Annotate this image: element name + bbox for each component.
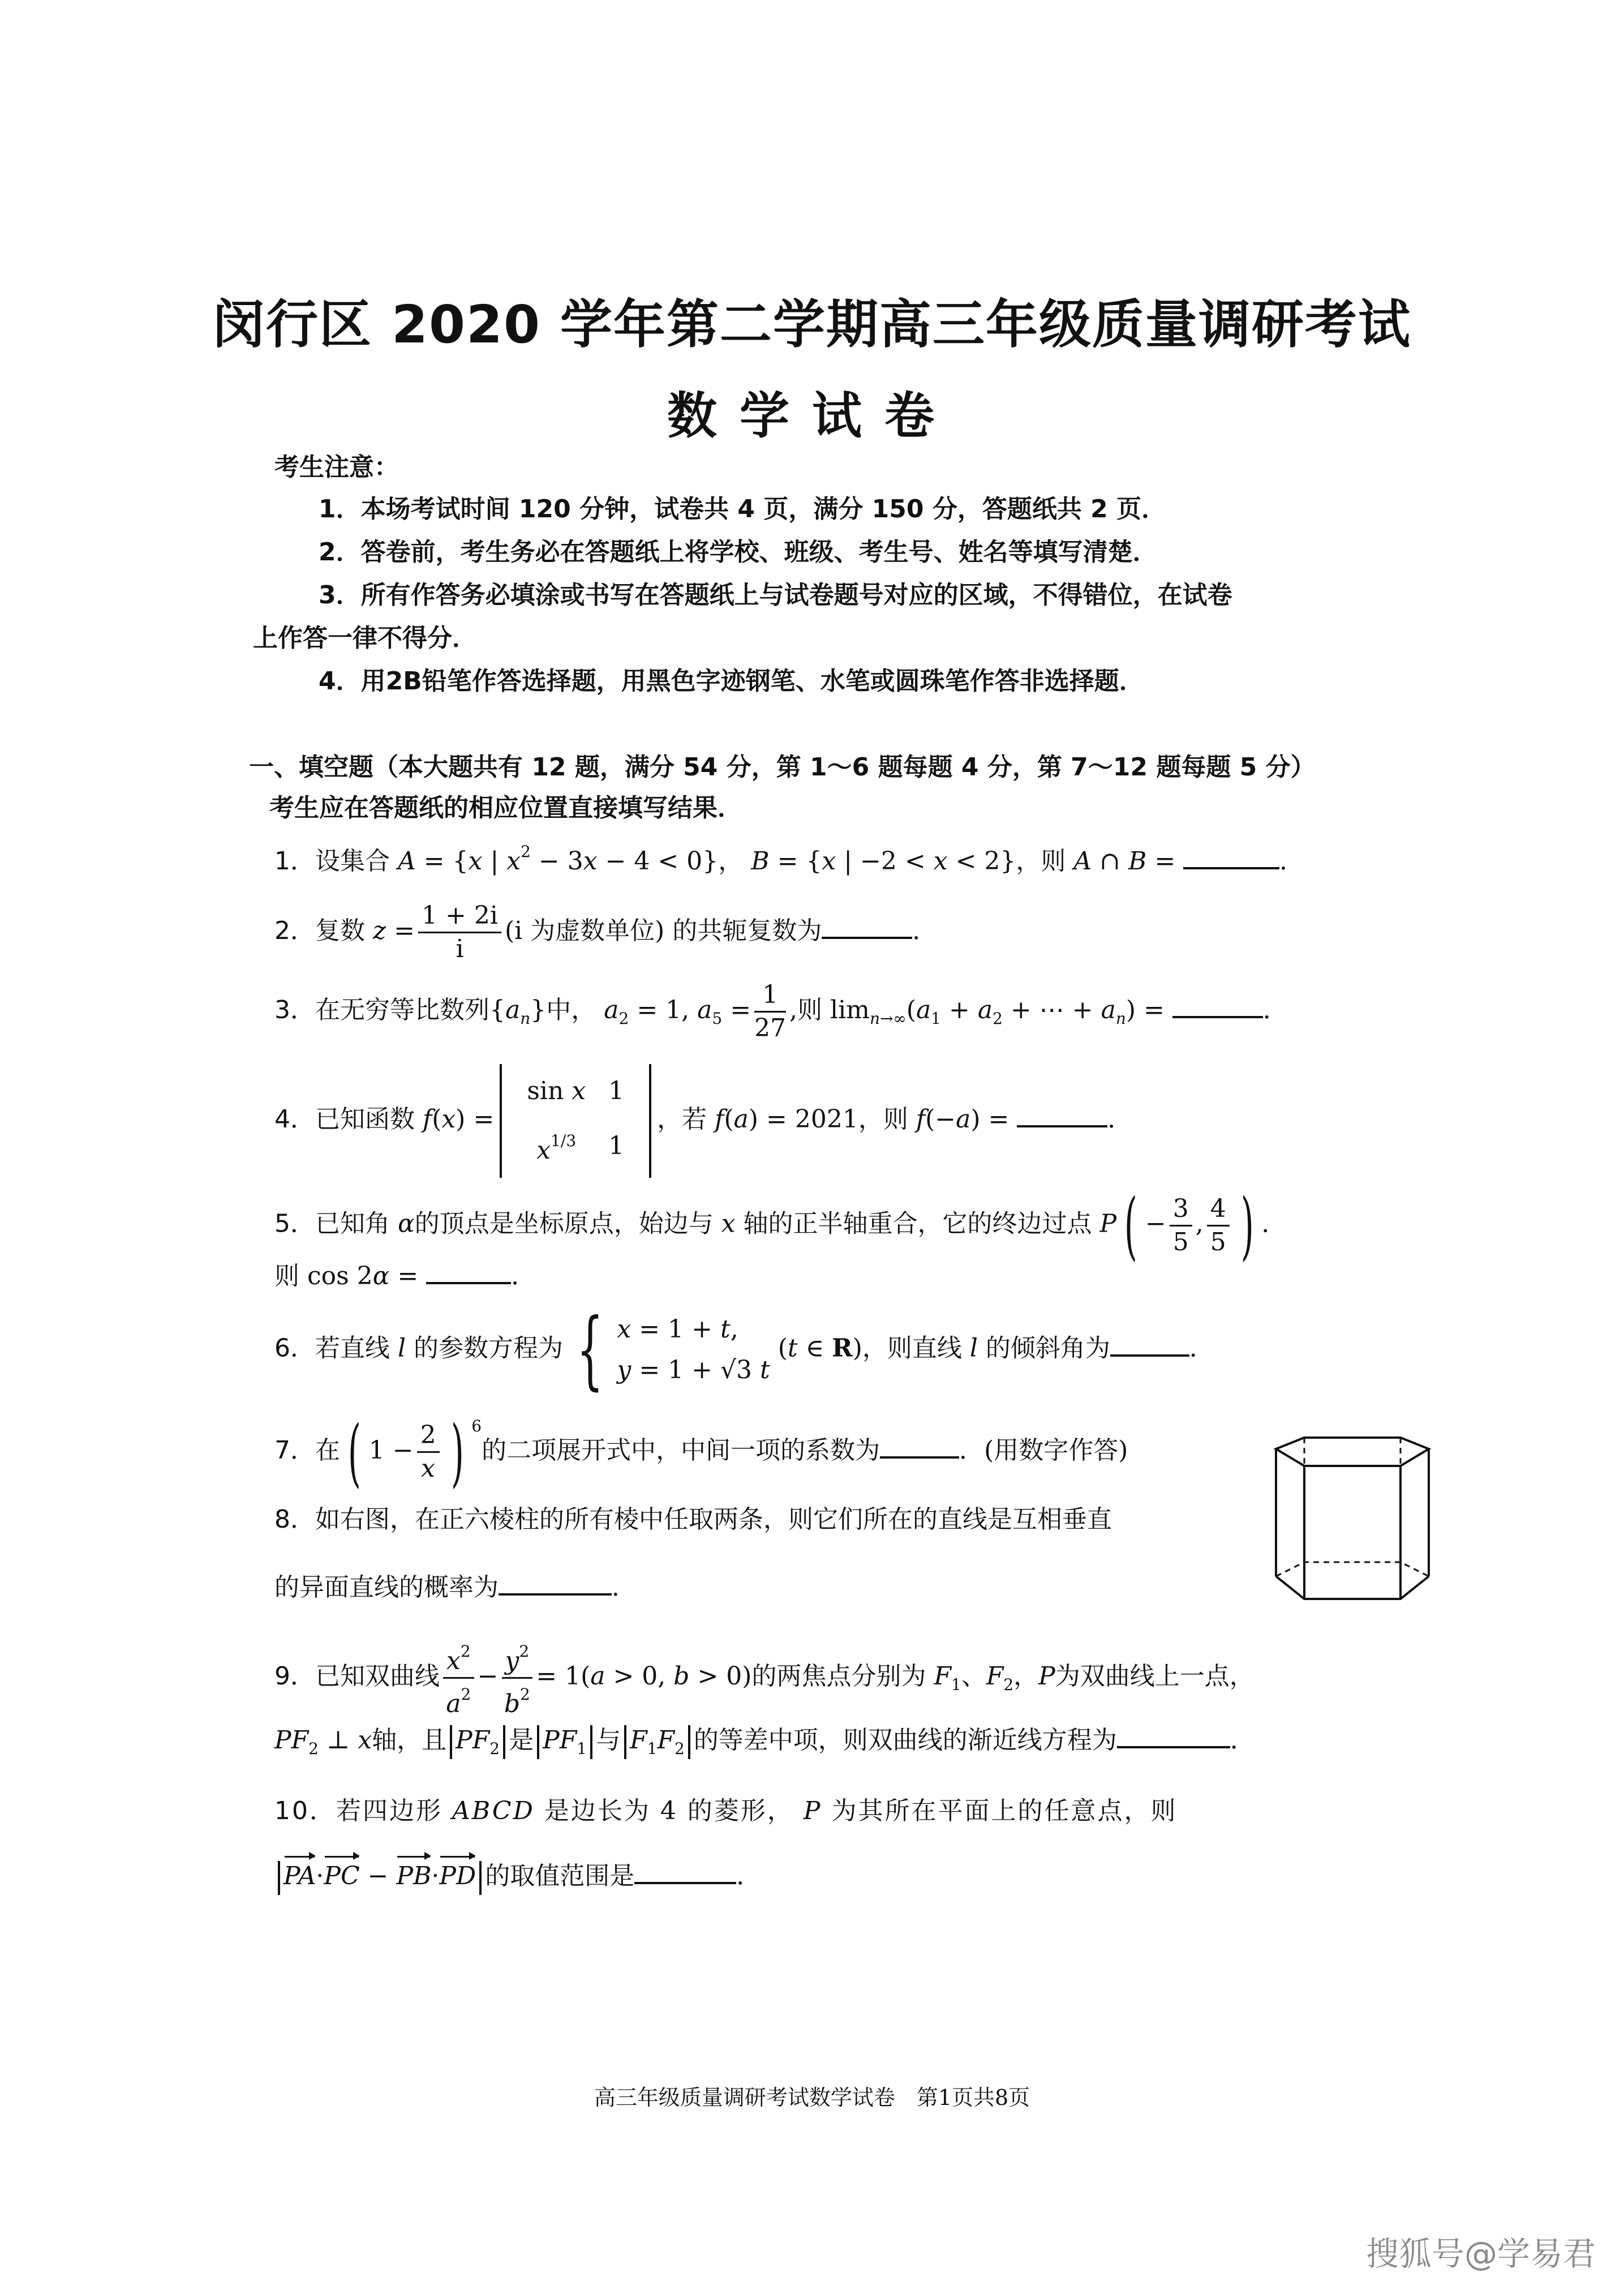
question-text: 的两焦点分别为 bbox=[751, 1662, 926, 1691]
question-text: 如右图，在正六棱柱的所有棱中任取两条，则它们所在的直线是互相垂直 bbox=[315, 1505, 1112, 1534]
question-8 bbox=[274, 1503, 1253, 1537]
question-number: 6． bbox=[274, 1333, 315, 1363]
math-fraction: $\frac{4}{5}$ bbox=[1207, 1193, 1230, 1258]
question-text: 轴的正半轴重合，它的终边过点 bbox=[743, 1209, 1092, 1238]
answer-blank[interactable] bbox=[1017, 1103, 1107, 1127]
notice-item: 3．所有作答务必填涂或书写在答题纸上与试卷题号对应的区域，不得错位，在试卷 bbox=[319, 581, 1232, 610]
math-fraction: $\frac{1 + 2i}{i}$ bbox=[418, 900, 501, 965]
question-text: ． bbox=[1230, 1726, 1255, 1755]
question-text: (i 为虚数单位) 的共轭复数为 bbox=[504, 916, 822, 945]
question-number: 1． bbox=[274, 847, 315, 876]
exam-subtitle: 数学试卷 bbox=[667, 387, 957, 445]
answer-blank[interactable] bbox=[499, 1571, 612, 1596]
question-text: 的顶点是坐标原点，始边与 bbox=[414, 1209, 714, 1238]
prism-bottom-edges bbox=[1276, 1576, 1429, 1599]
question-2: 2．复数 z = $\frac{1 + 2i}{i}$ (i 为虚数单位) 的共轭复数为 ． bbox=[274, 900, 1406, 965]
prism-hidden-bottom bbox=[1276, 1562, 1429, 1576]
question-text: 若四边形 bbox=[336, 1796, 442, 1825]
math-fraction: $\frac{x^2}{a^2}$ bbox=[443, 1636, 474, 1720]
question-text: 是边长为 4 的菱形， bbox=[544, 1796, 794, 1825]
watermark: 搜狐号@学易君 bbox=[1365, 2235, 1596, 2273]
notice-item: 2．答卷前，考生务必在答题纸上将学校、班级、考生号、姓名等填写清楚． bbox=[319, 538, 1158, 567]
question-text: ，则 bbox=[858, 1105, 908, 1134]
answer-blank[interactable] bbox=[1110, 1332, 1189, 1357]
notice-block bbox=[253, 447, 1384, 703]
answer-blank[interactable] bbox=[426, 1259, 511, 1284]
notice-heading: 考生注意： bbox=[274, 453, 399, 482]
notice-item: 1．本场考试时间 120 分钟，试卷共 4 页，满分 150 分，答题纸共 2 页． bbox=[319, 495, 1167, 524]
math-fraction: $\frac{y^2}{b^2}$ bbox=[502, 1636, 533, 1720]
question-9-line-2: $PF_2$ ⊥ x轴，且 $PF_2$ 是 $PF_1$ 与 $F_1F_2$ 的等差中项，则双曲线的渐近线方程为 ． bbox=[274, 1723, 1406, 1766]
question-text: 的等差中项，则双曲线的渐近线方程为 bbox=[693, 1726, 1117, 1755]
question-text: 的二项展开式中，中间一项的系数为 bbox=[482, 1436, 880, 1465]
question-text: ． bbox=[1107, 1105, 1133, 1134]
question-text: 设集合 bbox=[315, 847, 390, 876]
question-text: 已知角 bbox=[315, 1209, 390, 1238]
answer-blank[interactable] bbox=[822, 914, 912, 939]
question-text: 的参数方程为 bbox=[414, 1333, 564, 1363]
question-text: 与 bbox=[596, 1726, 621, 1755]
question-text: 复数 bbox=[315, 916, 365, 945]
question-text: ， bbox=[1013, 1662, 1039, 1691]
question-text: ． bbox=[912, 916, 938, 945]
question-text: 已知函数 bbox=[315, 1105, 415, 1134]
question-text: ，则直线 bbox=[862, 1333, 962, 1363]
question-number: 7． bbox=[274, 1436, 315, 1465]
answer-blank[interactable] bbox=[880, 1434, 959, 1459]
question-number: 10． bbox=[274, 1796, 336, 1825]
question-text: 轴，且 bbox=[372, 1726, 447, 1755]
question-text: 是 bbox=[509, 1726, 534, 1755]
question-7: 7．在 ( 1 − $\frac{2}{x}$ ) $^6$的二项展开式中，中间一项的系数为 ．(用数字作答) bbox=[274, 1409, 1128, 1495]
question-10-line-2: PA·PC − PB·PD 的取值范围是 ． bbox=[274, 1859, 1406, 1895]
question-text: ． bbox=[612, 1573, 637, 1602]
page-footer: 高三年级质量调研考试数学试卷 第1页共8页 bbox=[594, 2085, 1030, 2110]
question-text: ． bbox=[1262, 996, 1288, 1024]
math-fraction: $\frac{3}{5}$ bbox=[1170, 1193, 1192, 1258]
question-text: 在无穷等比数列 bbox=[315, 996, 489, 1024]
notice-item: 4．用2B铅笔作答选择题，用黑色字迹钢笔、水笔或圆珠笔作答非选择题． bbox=[319, 667, 1144, 696]
section-instruction: 考生应在答题纸的相应位置直接填写结果． bbox=[269, 794, 742, 822]
question-text: ，若 bbox=[657, 1105, 707, 1134]
question-number: 8． bbox=[274, 1505, 315, 1534]
question-10: 10．若四边形 ABCD 是边长为 4 的菱形， P 为其所在平面上的任意点，则 bbox=[274, 1796, 1178, 1825]
question-text: ． bbox=[1189, 1333, 1214, 1363]
answer-blank[interactable] bbox=[1172, 993, 1263, 1018]
question-6: 6．若直线 l 的参数方程为 { x = 1 + t, y = 1 + √3 t (t ∈ R)，则直线 l 的倾斜角为 ． bbox=[274, 1301, 1214, 1399]
notice-item-continued: 上作答一律不得分． bbox=[253, 624, 477, 653]
math-expr: A bbox=[398, 847, 416, 876]
question-text: ． bbox=[511, 1262, 536, 1290]
question-number: 5． bbox=[274, 1209, 315, 1238]
question-text: 在 bbox=[315, 1436, 340, 1465]
question-8-line-2 bbox=[274, 1571, 1253, 1605]
question-9: 9．已知双曲线 $\frac{x^2}{a^2}$ − $\frac{y^2}{b^2}$ = 1(a > 0, b > 0)的两焦点分别为 $F_1$、$F_2$，P为双曲线上一点， bbox=[274, 1636, 1406, 1720]
question-5-line-2: 则 cos 2α = ． bbox=[274, 1259, 1406, 1293]
determinant: sin x 1 $x^{1/3}$ 1 bbox=[500, 1064, 651, 1178]
question-text: 的倾斜角为 bbox=[985, 1333, 1110, 1363]
answer-blank[interactable] bbox=[1183, 844, 1279, 869]
question-1: 1．设集合 A = {x | $x^2 - 3x - 4 < 0$}， B = {x | −2 < x < 2}，则 A ∩ B = ． bbox=[274, 842, 1305, 876]
question-5: 5．已知角 α的顶点是坐标原点，始边与 x 轴的正半轴重合，它的终边过点 P ( − $\frac{3}{5}$ , $\frac{4}{5}$ ) ． bbox=[274, 1182, 1287, 1268]
question-text: ，则 bbox=[1016, 847, 1066, 876]
question-text: 的取值范围是 bbox=[485, 1862, 635, 1890]
question-text: 则 bbox=[274, 1262, 299, 1290]
parametric-system: x = 1 + t, y = 1 + √3 t bbox=[617, 1315, 770, 1384]
section-fill-in bbox=[249, 747, 1381, 829]
question-text: 若直线 bbox=[315, 1333, 390, 1363]
answer-blank[interactable] bbox=[1117, 1723, 1230, 1748]
math-fraction: $\frac{2}{x}$ bbox=[417, 1420, 440, 1485]
question-text: ． bbox=[1261, 1209, 1287, 1238]
question-text: ． bbox=[1279, 847, 1305, 876]
question-text: 已知双曲线 bbox=[315, 1662, 440, 1691]
question-text: 的异面直线的概率为 bbox=[274, 1573, 499, 1602]
question-number: 4． bbox=[274, 1105, 315, 1134]
question-text: 中， bbox=[546, 996, 596, 1024]
question-number: 2． bbox=[274, 916, 315, 945]
hexagonal-prism-figure bbox=[1259, 1435, 1451, 1616]
question-text: 为双曲线上一点， bbox=[1055, 1662, 1254, 1691]
answer-blank[interactable] bbox=[634, 1859, 736, 1884]
math-fraction: $\frac{1}{27}$ bbox=[754, 980, 787, 1043]
exam-title: 闵行区 2020 学年第二学期高三年级质量调研考试 bbox=[212, 294, 1412, 355]
question-number: 3． bbox=[274, 996, 315, 1024]
question-text: ．(用数字作答) bbox=[959, 1436, 1128, 1465]
section-heading: 一、填空题（本大题共有 12 题，满分 54 分，第 1～6 题每题 4 分，第 7～12 题每题 5 分） bbox=[249, 753, 1316, 782]
question-text: ． bbox=[736, 1862, 762, 1890]
question-3: 3．在无穷等比数列$\{a_n\}$中， $a_2 = 1$, $a_5$ = $\frac{1}{27}$ ,则 $\lim_{n\to\infty}(a_1 + a_2$ + ⋯ + $a_n$) = ． bbox=[274, 979, 1406, 1044]
prism-top-face bbox=[1276, 1438, 1429, 1466]
question-text: 为其所在平面上的任意点，则 bbox=[831, 1796, 1178, 1825]
question-text: 则 bbox=[797, 996, 823, 1024]
question-number: 9． bbox=[274, 1662, 315, 1691]
question-4: 4．已知函数 f(x) = sin x 1 $x^{1/3}$ 1 ，若 f(a) = 2021，则 f(−a) = ． bbox=[274, 1064, 1406, 1178]
